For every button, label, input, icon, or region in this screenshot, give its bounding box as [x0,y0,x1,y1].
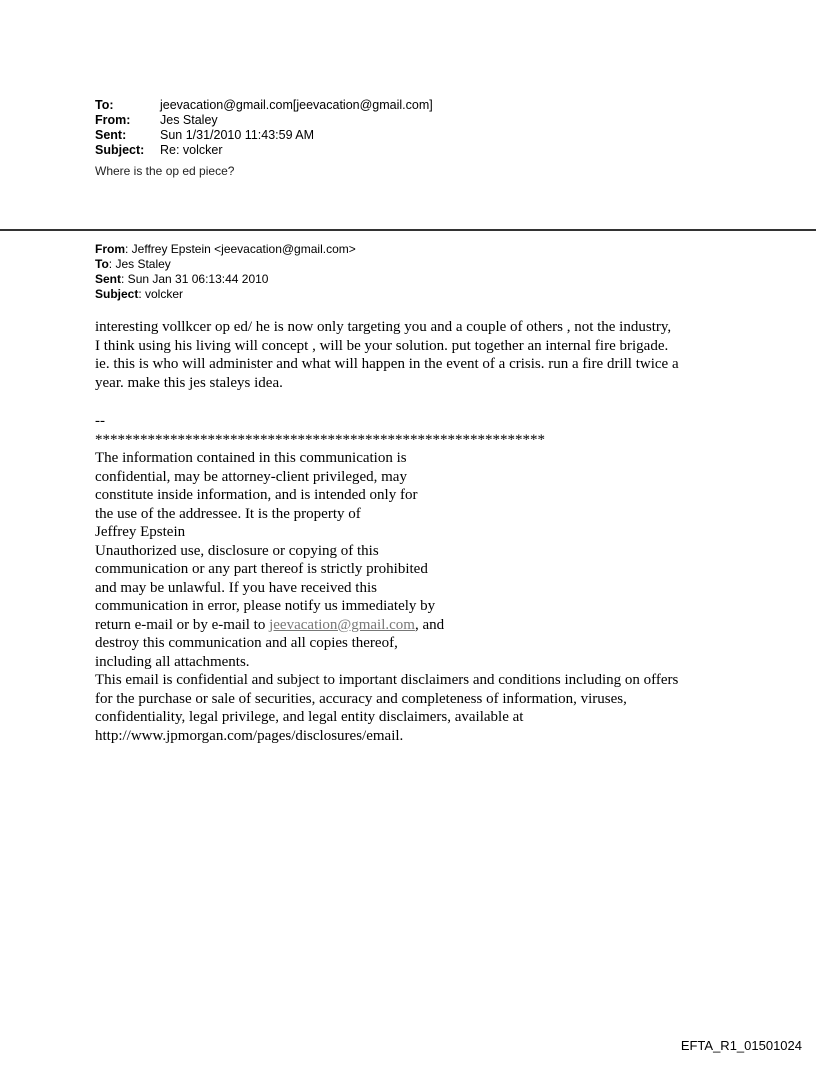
subject-label: Subject: [95,143,145,157]
sent-value: Sun 1/31/2010 11:43:59 AM [160,128,315,142]
sig-line: This email is confidential and subject to important disclaimers and conditions including on offers [95,672,679,688]
sig-line: confidential, may be attorney-client privileged, may [95,468,407,485]
forwarded-header [95,242,356,302]
return-prefix: return e-mail or by e-mail to [95,616,270,633]
sent-label: Sent: [95,128,127,142]
body-line: interesting vollkcer op ed/ he is now only targeting you and a couple of others , not the industry, [95,319,672,335]
sig-return-line [95,616,755,635]
fwd-from-value: : Jeffrey Epstein <jeevacation@gmail.com> [125,242,356,256]
to-value: jeevacation@gmail.com[jeevacation@gmail.com] [160,98,433,112]
header-to-row [95,98,433,113]
fwd-from-row [95,242,356,257]
to-label: To: [95,98,114,112]
fwd-subject-row [95,287,356,302]
fwd-subject-value: : volcker [138,287,184,301]
sig-line: Jeffrey Epstein [95,524,186,540]
fwd-to-label: To [95,257,109,271]
fwd-from-label: From [95,242,125,256]
email-header [95,98,433,158]
sig-line: constitute inside information, and is intended only for [95,487,418,503]
fwd-sent-value: : Sun Jan 31 06:13:44 2010 [121,272,269,286]
sig-line: confidentiality, legal privilege, and legal entity disclaimers, available at [95,709,524,725]
fwd-to-value: : Jes Staley [108,257,171,271]
divider [0,229,816,231]
from-label: From: [95,113,131,127]
fwd-subject-label: Subject [95,287,139,301]
document-id: EFTA_R1_01501024 [680,1038,802,1053]
sig-line: for the purchase or sale of securities, accuracy and completeness of information, viruses, [95,690,627,707]
body-line: I think using his living will concept , will be your solution. put together an internal fire brigade. [95,337,669,354]
reply-text: Where is the op ed piece? [95,164,235,178]
sig-line: destroy this communication and all copies thereof, [95,635,398,651]
sig-stars: ************************************************************ [95,431,545,448]
sig-line: Unauthorized use, disclosure or copying of this [95,542,379,559]
header-sent-row [95,128,433,143]
sig-line: The information contained in this communication is [95,450,407,466]
return-suffix: , and [414,616,445,633]
signature-block [95,412,755,745]
body-line: year. make this jes staleys idea. [95,374,283,391]
from-value: Jes Staley [160,113,218,127]
subject-value: Re: volcker [160,143,223,157]
fwd-to-row [95,257,356,272]
sig-line: including all attachments. [95,653,250,670]
sig-line: the use of the addressee. It is the property of [95,505,361,522]
fwd-sent-row [95,272,356,287]
sig-line: http://www.jpmorgan.com/pages/disclosures/email. [95,727,404,744]
email-link[interactable]: jeevacation@gmail.com [269,616,415,633]
sig-dashes: -- [95,413,105,429]
header-subject-row [95,143,433,158]
sig-line: and may be unlawful. If you have received this [95,579,377,596]
message-body [95,318,735,392]
header-from-row [95,113,433,128]
fwd-sent-label: Sent [95,272,122,286]
sig-line: communication in error, please notify us immediately by [95,598,436,614]
body-line: ie. this is who will administer and what will happen in the event of a crisis. run a fire drill twice a [95,356,679,372]
sig-line: communication or any part thereof is strictly prohibited [95,561,428,577]
